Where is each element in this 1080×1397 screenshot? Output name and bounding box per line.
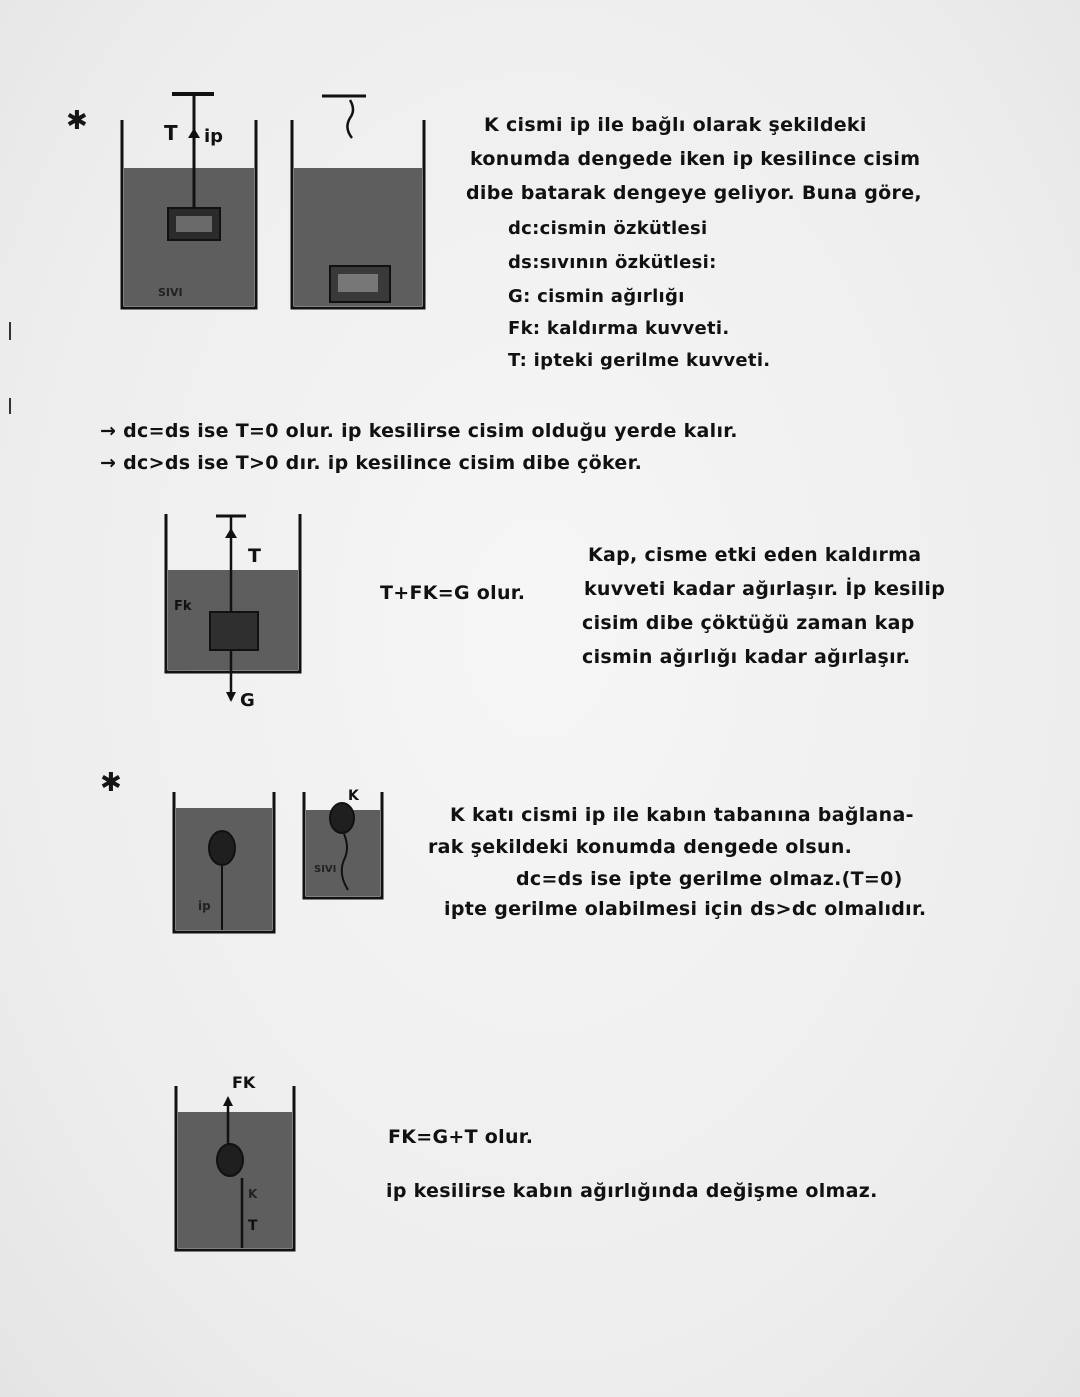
liquid-label: SIVI xyxy=(158,286,183,299)
rule-line: → dc=ds ise T=0 olur. ip kesilirse cisim olduğu yerde kalır. xyxy=(100,420,738,442)
definition-line: T: ipteki gerilme kuvveti. xyxy=(508,350,771,371)
rope-label: ip xyxy=(198,899,211,913)
cut-rope-icon xyxy=(347,100,353,138)
tension-arrow-icon xyxy=(225,528,237,538)
definition-line: Fk: kaldırma kuvveti. xyxy=(508,318,730,339)
body-k xyxy=(209,831,235,865)
explanation-line: ip kesilirse kabın ağırlığında değişme olmaz. xyxy=(386,1180,878,1202)
weight-arrow-icon xyxy=(226,692,236,702)
arrow-right-icon: → xyxy=(100,420,124,442)
star-bullet-icon: ✱ xyxy=(66,106,88,136)
tension-arrow-icon xyxy=(188,128,200,138)
body-k xyxy=(210,612,258,650)
explanation-line: Kap, cisme etki eden kaldırma xyxy=(588,544,922,566)
explanation-line: dc=ds ise ipte gerilme olmaz.(T=0) xyxy=(516,868,903,890)
explanation-line: cismin ağırlığı kadar ağırlaşır. xyxy=(582,646,911,668)
body-k xyxy=(217,1144,243,1176)
equation: FK=G+T olur. xyxy=(388,1126,534,1148)
margin-mark xyxy=(9,322,11,340)
intro-line: konumda dengede iken ip kesilince cisim xyxy=(470,148,921,170)
weight-label: G xyxy=(240,690,255,711)
figure-tied-forces xyxy=(168,1058,302,1258)
buoyancy-arrow-icon xyxy=(223,1096,233,1106)
buoyancy-label: Fk xyxy=(174,599,192,614)
equation: T+FK=G olur. xyxy=(380,582,526,604)
explanation-line: K katı cismi ip ile kabın tabanına bağlana- xyxy=(450,804,914,826)
liquid-fill xyxy=(178,1112,292,1248)
explanation-line: rak şekildeki konumda dengede olsun. xyxy=(428,836,853,858)
tension-label: T xyxy=(248,545,261,567)
rule-line: → dc>ds ise T>0 dır. ip kesilince cisim dibe çöker. xyxy=(100,452,643,474)
explanation-line: kuvveti kadar ağırlaşır. İp kesilip xyxy=(584,578,946,600)
floating-body xyxy=(330,803,354,833)
star-bullet-icon: ✱ xyxy=(100,768,122,798)
body-label: K xyxy=(248,1187,258,1201)
margin-mark xyxy=(9,398,11,414)
definition-line: ds:sıvının özkütlesi: xyxy=(508,252,717,273)
arrow-right-icon: → xyxy=(100,452,124,474)
definition-line: G: cismin ağırlığı xyxy=(508,286,685,307)
buoyancy-label: FK xyxy=(232,1073,256,1092)
figure-hanging-body xyxy=(110,80,440,320)
rope-label: ip xyxy=(204,126,224,147)
figure-tied-body xyxy=(168,780,398,940)
explanation-line: ipte gerilme olabilmesi için ds>dc olmalıdır. xyxy=(444,898,927,920)
definition-line: dc:cismin özkütlesi xyxy=(508,218,708,239)
figure-forces xyxy=(150,500,320,720)
tension-label: T xyxy=(248,1218,258,1234)
liquid-fill xyxy=(176,808,272,930)
liquid-label: SIVI xyxy=(314,864,337,875)
explanation-line: cisim dibe çöktüğü zaman kap xyxy=(582,612,915,634)
intro-line: dibe batarak dengeye geliyor. Buna göre, xyxy=(466,182,922,204)
tension-label: T xyxy=(164,121,178,145)
body-label: K xyxy=(348,788,359,804)
intro-line: K cismi ip ile bağlı olarak şekildeki xyxy=(484,114,867,136)
